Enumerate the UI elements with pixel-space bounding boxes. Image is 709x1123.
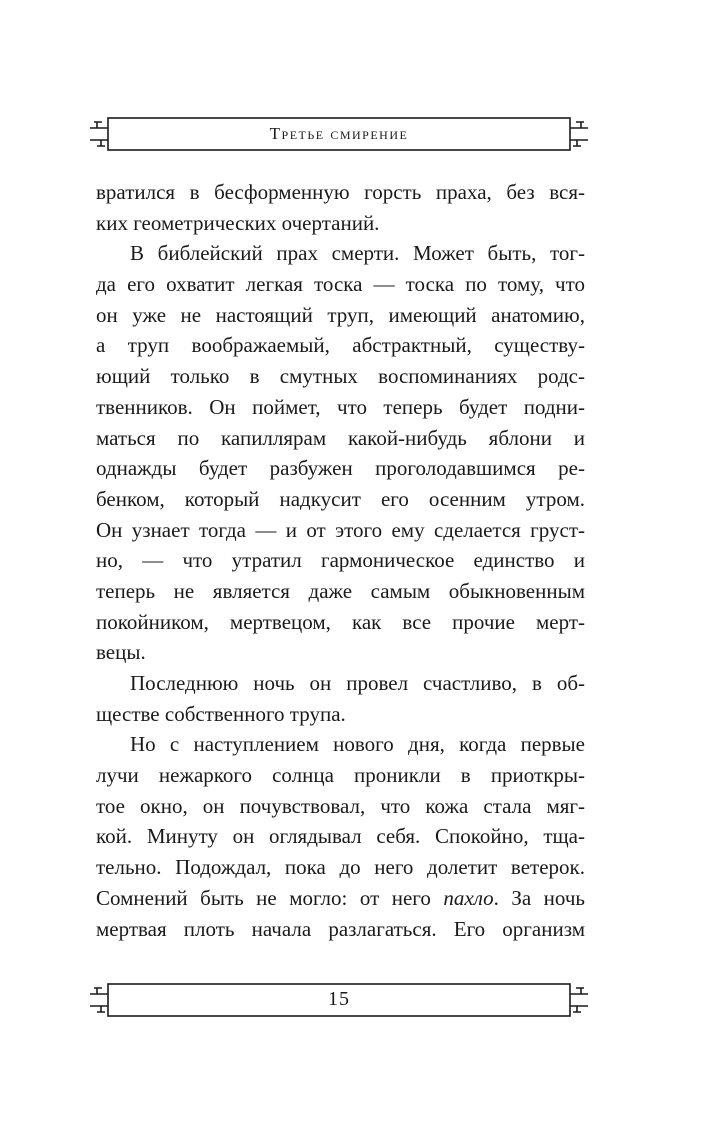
text-line: Последнюю ночь он провел счастливо, в об- [130,671,585,695]
page-number: 15 [328,988,350,1010]
text-line: маться по капиллярам какой-нибудь яблони и [96,425,585,450]
running-header [88,116,590,152]
text-line: а труп воображаемый, абстрактный, существу- [96,333,585,358]
text-line: тельно. Подождал, пока до него долетит ветерок. [96,855,585,880]
text-segment: Сомнений быть не могло: от него [96,885,444,910]
text-line: бенком, который надкусит его осенним утром. [96,486,585,511]
text-line: теперь не является даже самым обыкновенным [96,578,585,603]
text-line: Но с наступлением нового дня, когда первые [130,732,585,757]
text-line: он уже не настоящий труп, имеющий анатомию, [96,302,585,327]
text-line: кой. Минуту он оглядывал себя. Спокойно, тща- [96,824,585,849]
page-text [96,177,585,944]
text-line: ких геометрических очертаний. [96,210,380,235]
text-line: Он узнает тогда — и от этого ему сделается груст- [96,517,585,542]
page-footer [88,982,590,1018]
text-line: В библейский прах смерти. Может быть, тог- [130,241,585,266]
italic-word: пахло [443,885,494,910]
text-line: но, — что утратил гармоническое единство и [96,548,585,573]
text-line: вецы. [96,640,146,665]
text-line: однажды будет разбужен проголодавшимся ре- [96,456,585,481]
text-line: вратился в бесформенную горсть праха, без вся- [96,180,585,204]
text-segment: . За ночь [493,885,585,910]
text-line: мертвая плоть начала разлагаться. Его организм [96,916,585,941]
text-line: да его охватит легкая тоска — тоска по тому, что [96,272,585,297]
running-title: Третье смирение [269,124,409,143]
text-line: твенников. Он поймет, что теперь будет подни- [96,394,585,419]
text-line: ществе собственного трупа. [96,701,346,726]
text-line-with-italic [96,883,585,914]
text-line: лучи нежаркого солнца проникли в приоткры- [96,763,585,788]
text-line: ющий только в смутных воспоминаниях родс- [96,364,585,389]
text-line: тое окно, он почувствовал, что кожа стала мяг- [96,793,585,818]
text-line: покойником, мертвецом, как все прочие мерт- [96,609,585,634]
